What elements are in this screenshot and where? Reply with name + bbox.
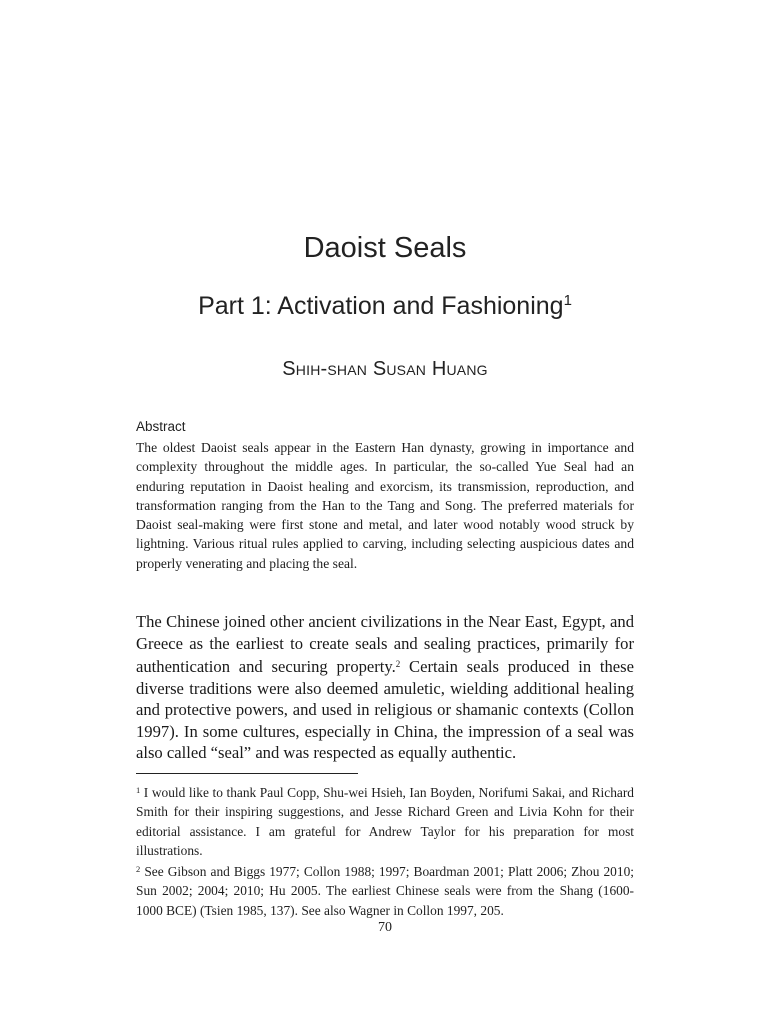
footnotes-section	[136, 781, 634, 920]
footnote-ref-2[interactable]: 2	[395, 659, 401, 669]
abstract-text: The oldest Daoist seals appear in the Eastern Han dynasty, growing in importance and complexity throughout the middle ages. In particular, the so-called Yue Seal had an enduring reputation in Daoist healing and exorcism, its transmission, reproduction, and transformation ranging from the Han to the Tang and Song. The preferred materials for Daoist seal-making were first stone and metal, and later wood notably wood struck by lightning. Various ritual rules applied to carving, including selecting auspicious dates and properly venerating and placing the seal.	[136, 440, 634, 571]
abstract-heading: Abstract	[136, 419, 186, 434]
article-title: Daoist Seals	[303, 232, 467, 264]
article-subtitle	[0, 292, 770, 321]
footnote-2	[136, 860, 634, 920]
body-text-part2: Certain seals produced in these diverse traditions were also deemed amuletic, wielding additional healing and protective powers, and used in religious or shamanic contexts (Collon 1997). In some cultures, especially in China, the impression of a seal was also called “seal” and was respected as equally authentic.	[136, 657, 634, 762]
page-number: 70	[378, 920, 392, 935]
author-name: Shih-shan Susan Huang	[282, 358, 488, 380]
body-text-part1: The Chinese joined other ancient civilizations in the Near East, Egypt, and Greece as the earliest to create seals and sealing practices, primarily for authentication and securing property.	[136, 612, 634, 676]
footnote-text: I would like to thank Paul Copp, Shu-wei Hsieh, Ian Boyden, Norifumi Sakai, and Richard Smith for their inspiring suggestions, and Jesse Richard Green and Livia Kohn for their editorial assistance. I am grateful for Andrew Taylor for his preparation for most illustrations.	[136, 785, 634, 858]
footnote-divider	[136, 773, 358, 774]
footnote-marker: 2	[136, 864, 141, 875]
footnote-1	[136, 781, 634, 860]
footnote-ref-1[interactable]: 1	[563, 292, 572, 309]
footnote-text: See Gibson and Biggs 1977; Collon 1988; 1997; Boardman 2001; Platt 2006; Zhou 2010; Sun 2002; 2004; 2010; Hu 2005. The earliest Chinese seals were from the Shang (1600-1000 BCE) (Tsien 1985, 137). See also Wagner in Collon 1997, 205.	[136, 864, 634, 918]
body-paragraph	[136, 611, 634, 764]
subtitle-text: Part 1: Activation and Fashioning	[198, 292, 564, 320]
footnote-marker: 1	[136, 785, 141, 795]
